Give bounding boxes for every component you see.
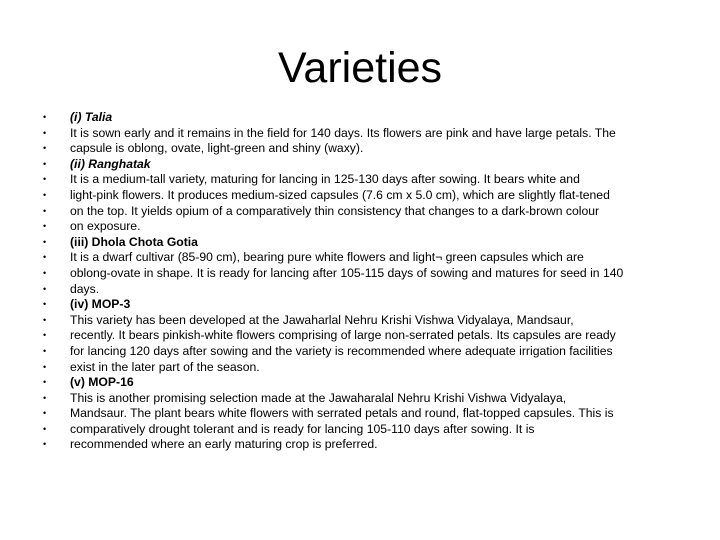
bullet-line bbox=[40, 297, 680, 313]
bullet-icon: • bbox=[43, 127, 47, 138]
bullet-line bbox=[40, 344, 680, 360]
line-text: capsule is oblong, ovate, light-green and shiny (waxy). bbox=[70, 141, 364, 156]
bullet-line bbox=[40, 188, 680, 204]
slide-title: Varieties bbox=[277, 44, 443, 92]
line-text: for lancing 120 days after sowing and the variety is recommended where adequate irrigation facilities bbox=[70, 343, 613, 358]
bullet-line bbox=[40, 360, 680, 376]
bullet-icon: • bbox=[43, 408, 47, 419]
line-text: light-pink flowers. It produces medium-sized capsules (7.6 cm x 5.0 cm), which are slightly flat-tened bbox=[70, 187, 610, 202]
bullet-icon: • bbox=[43, 361, 47, 372]
bullet-line bbox=[40, 250, 680, 266]
line-text: It is a medium-tall variety, maturing for lancing in 125-130 days after sowing. It bears white and bbox=[70, 172, 580, 187]
bullet-icon: • bbox=[43, 205, 47, 216]
bullet-icon: • bbox=[43, 283, 47, 294]
bullet-icon: • bbox=[43, 236, 47, 247]
bullet-icon: • bbox=[43, 345, 47, 356]
variety-heading: (ii) Ranghatak bbox=[70, 156, 151, 171]
bullet-line bbox=[40, 391, 680, 407]
bullet-line bbox=[40, 110, 680, 126]
line-text: comparatively drought tolerant and is ready for lancing 105-110 days after sowing. It is bbox=[70, 421, 535, 436]
bullet-icon: • bbox=[43, 314, 47, 325]
bullet-line bbox=[40, 406, 680, 422]
bullet-list bbox=[40, 110, 680, 453]
bullet-line bbox=[40, 313, 680, 329]
bullet-line bbox=[40, 126, 680, 142]
bullet-icon: • bbox=[43, 392, 47, 403]
bullet-icon: • bbox=[43, 112, 47, 122]
line-text: This is another promising selection made at the Jawaharalal Nehru Krishi Vishwa Vidyalaya, bbox=[70, 390, 567, 405]
variety-heading: (iv) MOP-3 bbox=[70, 297, 131, 312]
line-text: This variety has been developed at the Jawaharlal Nehru Krishi Vishwa Vidyalaya, Mandsaur, bbox=[70, 312, 574, 327]
line-text: Mandsaur. The plant bears white flowers with serrated petals and round, flat-topped capsules. This is bbox=[70, 406, 614, 421]
bullet-icon: • bbox=[43, 330, 47, 341]
bullet-line bbox=[40, 422, 680, 438]
line-text: recently. It bears pinkish-white flowers comprising of large non-serrated petals. Its capsules are ready bbox=[70, 328, 616, 343]
variety-heading: (i) Talia bbox=[70, 110, 113, 124]
line-text: oblong-ovate in shape. It is ready for lancing after 105-115 days of sowing and matures for seed in 140 bbox=[70, 265, 624, 280]
line-text: exist in the later part of the season. bbox=[70, 359, 260, 374]
bullet-line bbox=[40, 282, 680, 298]
line-text: recommended where an early maturing crop is preferred. bbox=[70, 437, 378, 452]
bullet-line bbox=[40, 437, 680, 453]
bullet-icon: • bbox=[43, 158, 47, 169]
bullet-icon: • bbox=[43, 423, 47, 434]
line-text: on exposure. bbox=[70, 219, 141, 234]
variety-heading: (v) MOP-16 bbox=[70, 375, 134, 390]
bullet-icon: • bbox=[43, 267, 47, 278]
bullet-line bbox=[40, 328, 680, 344]
bullet-icon: • bbox=[43, 189, 47, 200]
bullet-line bbox=[40, 266, 680, 282]
bullet-icon: • bbox=[43, 439, 47, 450]
bullet-line bbox=[40, 235, 680, 251]
bullet-icon: • bbox=[43, 377, 47, 388]
line-text: days. bbox=[70, 281, 100, 296]
bullet-line bbox=[40, 172, 680, 188]
line-text: It is sown early and it remains in the field for 140 days. Its flowers are pink and have large petals. The bbox=[70, 125, 616, 140]
bullet-icon: • bbox=[43, 252, 47, 263]
bullet-icon: • bbox=[43, 299, 47, 310]
bullet-icon: • bbox=[43, 174, 47, 185]
line-text: It is a dwarf cultivar (85-90 cm), bearing pure white flowers and light¬ green capsules which are bbox=[70, 250, 584, 265]
bullet-icon: • bbox=[43, 143, 47, 154]
bullet-line bbox=[40, 141, 680, 157]
variety-heading: (iii) Dhola Chota Gotia bbox=[70, 234, 198, 249]
line-text: on the top. It yields opium of a comparatively thin consistency that changes to a dark-brown colour bbox=[70, 203, 600, 218]
bullet-line bbox=[40, 375, 680, 391]
bullet-line bbox=[40, 157, 680, 173]
bullet-icon: • bbox=[43, 221, 47, 232]
bullet-line bbox=[40, 219, 680, 235]
bullet-line bbox=[40, 204, 680, 220]
